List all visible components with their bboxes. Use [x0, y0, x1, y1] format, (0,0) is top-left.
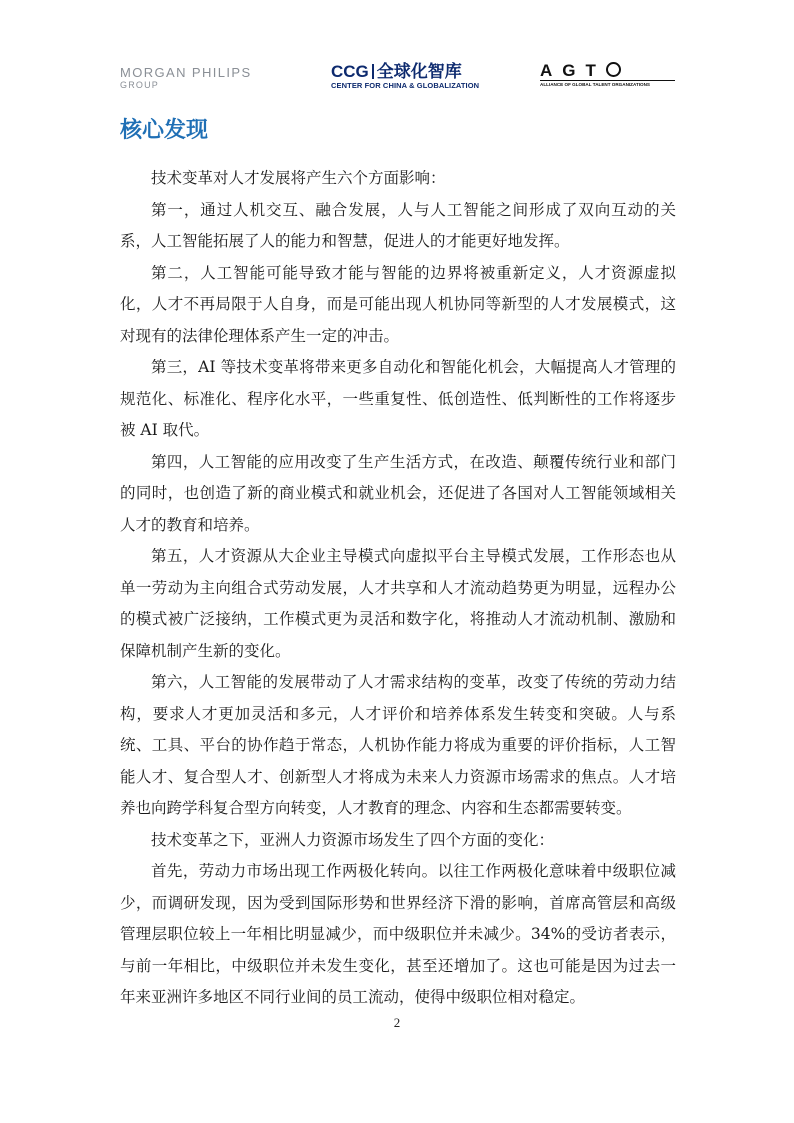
ccg-cn-name: 全球化智库 — [376, 62, 462, 81]
paragraph: 技术变革对人才发展将产生六个方面影响： — [151, 169, 446, 187]
morgan-philips-name: MORGAN PHILIPS — [120, 65, 252, 80]
paragraph: 第一，通过人机交互、融合发展，人与人工智能之间形成了双向互动的关系，人工智能拓展了人的能力和智慧，促进人的才能更好地发挥。 — [120, 200, 676, 250]
agto-letter-g: G — [562, 61, 586, 80]
page-header — [0, 58, 794, 98]
morgan-philips-group: GROUP — [120, 80, 160, 90]
agto-o-ring-icon — [606, 62, 621, 77]
section-title: 核心发现 — [120, 118, 209, 143]
ccg-abbr: CCG — [331, 62, 369, 81]
paragraph: 技术变革之下，亚洲人力资源市场发生了四个方面的变化： — [151, 830, 555, 849]
ccg-logo — [331, 63, 491, 90]
paragraph: 第六，人工智能的发展带动了人才需求结构的变革，改变了传统的劳动力结构，要求人才更加灵活和多元，人才评价和培养体系发生转变和突破。人与系统、工具、平台的协作趋于常态，人机协作能力将成为重要的评价指标，人工智能人才、复合型人才、创新型人才将成为未来人力资源市场需求的焦点。人才培养也向跨学科复合型方向转变，人才教育的理念、内容和生态都需要转变。 — [120, 673, 676, 817]
agto-letter-t: T — [585, 61, 606, 80]
agto-logo — [540, 62, 675, 88]
paragraph: 第三，AI 等技术变革将带来更多自动化和智能化机会，大幅提高人才管理的规范化、标准化、程序化水平，一些重复性、低创造性、低判断性的工作将逐步被 AI 取代。 — [120, 358, 676, 439]
ccg-divider — [372, 64, 374, 79]
paragraph: 第二，人工智能可能导致才能与智能的边界将被重新定义，人才资源虚拟化，人才不再局限于人自身，而是可能出现人机协同等新型的人才发展模式，这对现有的法律伦理体系产生一定的冲击。 — [120, 263, 676, 345]
agto-tagline: ALLIANCE OF GLOBAL TALENT ORGANIZATIONS — [540, 80, 675, 88]
morgan-philips-logo — [120, 66, 290, 90]
paragraph: 首先，劳动力市场出现工作两极化转向。以往工作两极化意味着中级职位减少，而调研发现，因为受到国际形势和世界经济下滑的影响，首席高管层和高级管理层职位较上一年相比明显减少，而中级职位并未减少。34%的受访者表示，与前一年相比，中级职位并未发生变化，甚至还增加了。这也可能是因为过去一年来亚洲许多地区不同行业间的员工流动，使得中级职位相对稳定。 — [120, 862, 676, 1006]
ccg-en-name: CENTER FOR CHINA & GLOBALIZATION — [331, 81, 480, 90]
paragraph: 第五，人才资源从大企业主导模式向虚拟平台主导模式发展，工作形态也从单一劳动为主向组合式劳动发展，人才共享和人才流动趋势更为明显，远程办公的模式被广泛接纳，工作模式更为灵活和数字化，将推动人才流动机制、激励和保障机制产生新的变化。 — [120, 547, 676, 660]
body-content — [120, 163, 676, 1014]
paragraph: 第四，人工智能的应用改变了生产生活方式，在改造、颠覆传统行业和部门的同时，也创造了新的商业模式和就业机会，还促进了各国对人工智能领域相关人才的教育和培养。 — [120, 452, 676, 534]
agto-letter-a: A — [540, 61, 563, 80]
page-number: 2 — [393, 1015, 401, 1030]
